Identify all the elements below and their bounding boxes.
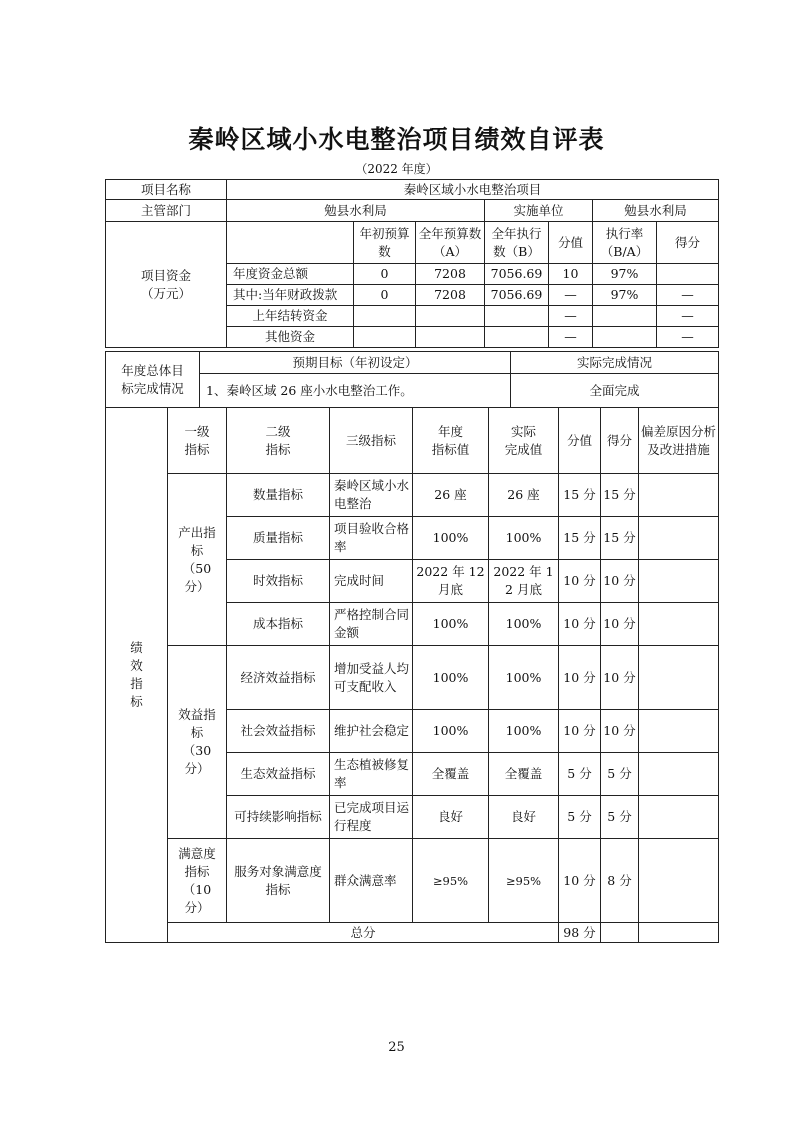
funds-row-exec: 7056.69: [485, 264, 549, 285]
perf-l3: 秦岭区域小水电整治: [330, 474, 413, 517]
perf-score: 5 分: [601, 753, 639, 796]
funds-row-name: 其中:当年财政拨款: [227, 285, 354, 306]
perf-l3: 完成时间: [330, 560, 413, 603]
page-title: 秦岭区域小水电整治项目绩效自评表: [188, 125, 605, 154]
perf-total-extra: [601, 923, 639, 943]
funds-row-name: 年度资金总额: [227, 264, 354, 285]
perf-score: 5 分: [601, 796, 639, 839]
perf-actual: 全覆盖: [489, 753, 559, 796]
funds-row-initial: [354, 306, 416, 327]
funds-row-rate: 97%: [593, 285, 657, 306]
perf-header-l2: 二级 指标: [227, 408, 330, 474]
funds-row-rate: [593, 327, 657, 348]
perf-score-val: 10 分: [559, 560, 601, 603]
perf-actual: 100%: [489, 646, 559, 710]
perf-l2: 成本指标: [227, 603, 330, 646]
perf-note: [639, 839, 719, 923]
dept-value: 勉县水利局: [227, 200, 485, 222]
funds-row-name: 其他资金: [227, 327, 354, 348]
perf-l3: 群众满意率: [330, 839, 413, 923]
funds-row-score-val: 10: [549, 264, 593, 285]
perf-actual: 良好: [489, 796, 559, 839]
impl-label: 实施单位: [485, 200, 593, 222]
funds-header-blank: [227, 222, 354, 264]
project-name-value: 秦岭区域小水电整治项目: [227, 180, 719, 200]
perf-actual: 100%: [489, 603, 559, 646]
perf-note: [639, 710, 719, 753]
perf-header-actual: 实际 完成值: [489, 408, 559, 474]
project-name-label: 项目名称: [106, 180, 227, 200]
perf-actual: ≥95%: [489, 839, 559, 923]
funds-row-rate: 97%: [593, 264, 657, 285]
funds-row-score: —: [657, 327, 719, 348]
perf-l3: 已完成项目运行程度: [330, 796, 413, 839]
perf-table: [105, 407, 719, 943]
perf-l2: 服务对象满意度指标: [227, 839, 330, 923]
perf-actual: 26 座: [489, 474, 559, 517]
funds-header-exec: 全年执行数（B）: [485, 222, 549, 264]
perf-score-val: 10 分: [559, 839, 601, 923]
goal-actual-text: 全面完成: [511, 374, 719, 408]
perf-l2: 经济效益指标: [227, 646, 330, 710]
funds-row-score: [657, 264, 719, 285]
perf-score-val: 5 分: [559, 796, 601, 839]
funds-row-budget: [416, 306, 485, 327]
goal-actual-header: 实际完成情况: [511, 352, 719, 374]
perf-score-val: 15 分: [559, 517, 601, 560]
funds-row-score: —: [657, 285, 719, 306]
perf-group-benefit: 效益指 标 （30 分）: [168, 646, 227, 839]
perf-actual: 100%: [489, 710, 559, 753]
perf-score: 10 分: [601, 646, 639, 710]
funds-label: 项目资金 （万元）: [106, 222, 227, 348]
perf-note: [639, 560, 719, 603]
perf-note: [639, 603, 719, 646]
perf-group-satisfaction: 满意度 指标 （10 分）: [168, 839, 227, 923]
perf-header-score: 得分: [601, 408, 639, 474]
perf-header-target: 年度 指标值: [413, 408, 489, 474]
goal-table: [105, 351, 719, 408]
perf-score: 15 分: [601, 474, 639, 517]
perf-actual: 2022 年 12 月底: [489, 560, 559, 603]
perf-target: 26 座: [413, 474, 489, 517]
goal-label: 年度总体目 标完成情况: [106, 352, 200, 408]
funds-row-score-val: —: [549, 285, 593, 306]
perf-l2: 质量指标: [227, 517, 330, 560]
funds-row-initial: [354, 327, 416, 348]
perf-target: ≥95%: [413, 839, 489, 923]
funds-row-score: —: [657, 306, 719, 327]
impl-value: 勉县水利局: [593, 200, 719, 222]
perf-l3: 维护社会稳定: [330, 710, 413, 753]
perf-score: 15 分: [601, 517, 639, 560]
page-subtitle: （2022 年度）: [355, 162, 438, 176]
funds-header-score-val: 分值: [549, 222, 593, 264]
perf-l2: 数量指标: [227, 474, 330, 517]
page-number: 25: [388, 1040, 405, 1055]
perf-l3: 生态植被修复率: [330, 753, 413, 796]
perf-l3: 增加受益人均可支配收入: [330, 646, 413, 710]
perf-target: 100%: [413, 603, 489, 646]
funds-row-rate: [593, 306, 657, 327]
perf-score-val: 10 分: [559, 603, 601, 646]
goal-expected-text: 1、秦岭区域 26 座小水电整治工作。: [200, 374, 511, 408]
perf-header-note: 偏差原因分析及改进措施: [639, 408, 719, 474]
perf-l2: 社会效益指标: [227, 710, 330, 753]
funds-row-exec: 7056.69: [485, 285, 549, 306]
perf-label: 绩 效 指 标: [106, 408, 168, 943]
perf-score-val: 10 分: [559, 710, 601, 753]
perf-target: 100%: [413, 517, 489, 560]
perf-target: 100%: [413, 646, 489, 710]
funds-header-score: 得分: [657, 222, 719, 264]
dept-label: 主管部门: [106, 200, 227, 222]
perf-l2: 生态效益指标: [227, 753, 330, 796]
funds-row-exec: [485, 327, 549, 348]
perf-score: 8 分: [601, 839, 639, 923]
perf-header-l1: 一级 指标: [168, 408, 227, 474]
perf-note: [639, 646, 719, 710]
perf-total-score: 98 分: [559, 923, 601, 943]
perf-target: 100%: [413, 710, 489, 753]
perf-l3: 严格控制合同金额: [330, 603, 413, 646]
perf-score-val: 15 分: [559, 474, 601, 517]
perf-total-label: 总分: [168, 923, 559, 943]
perf-note: [639, 796, 719, 839]
funds-row-initial: 0: [354, 285, 416, 306]
funds-row-initial: 0: [354, 264, 416, 285]
funds-header-initial: 年初预算数: [354, 222, 416, 264]
perf-header-score-val: 分值: [559, 408, 601, 474]
goal-expected-header: 预期目标（年初设定）: [200, 352, 511, 374]
perf-target: 2022 年 12 月底: [413, 560, 489, 603]
funds-row-budget: [416, 327, 485, 348]
perf-note: [639, 753, 719, 796]
perf-target: 良好: [413, 796, 489, 839]
funds-row-budget: 7208: [416, 285, 485, 306]
perf-score-val: 10 分: [559, 646, 601, 710]
perf-score: 10 分: [601, 560, 639, 603]
perf-l2: 可持续影响指标: [227, 796, 330, 839]
funds-row-exec: [485, 306, 549, 327]
funds-row-name: 上年结转资金: [227, 306, 354, 327]
funds-row-score-val: —: [549, 327, 593, 348]
funds-header-budget: 全年预算数（A）: [416, 222, 485, 264]
perf-score: 10 分: [601, 603, 639, 646]
perf-target: 全覆盖: [413, 753, 489, 796]
perf-score-val: 5 分: [559, 753, 601, 796]
funds-header-rate: 执行率（B/A）: [593, 222, 657, 264]
perf-l2: 时效指标: [227, 560, 330, 603]
perf-score: 10 分: [601, 710, 639, 753]
perf-note: [639, 474, 719, 517]
perf-total-note: [639, 923, 719, 943]
perf-actual: 100%: [489, 517, 559, 560]
perf-l3: 项目验收合格率: [330, 517, 413, 560]
perf-group-output: 产出指 标 （50 分）: [168, 474, 227, 646]
funds-row-budget: 7208: [416, 264, 485, 285]
funds-row-score-val: —: [549, 306, 593, 327]
perf-note: [639, 517, 719, 560]
basic-funds-table: [105, 179, 719, 348]
perf-header-l3: 三级指标: [330, 408, 413, 474]
